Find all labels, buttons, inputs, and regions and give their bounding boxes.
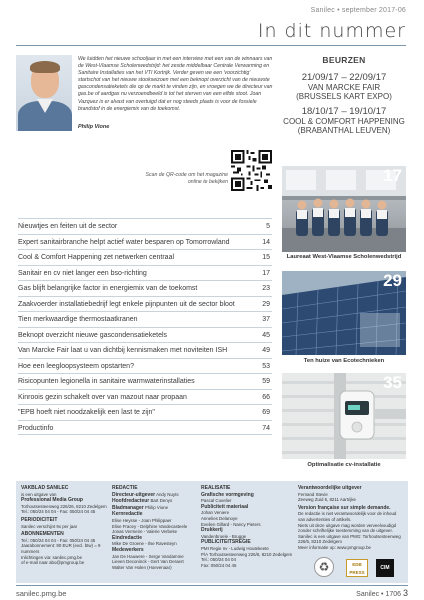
colophon-legal [298,486,404,551]
page-number [356,588,408,598]
page-number-value: 3 [402,588,408,598]
toc-title: Kinroois gezin schakelt over van mazout naar propaan [18,393,187,401]
colophon-line: Tel.: 050/24 04 04 [201,557,236,563]
toc-page: 15 [262,254,270,261]
toc-title: Sanitair en cv niet langer een bso-richting [18,269,147,277]
toc-page: 53 [262,362,270,370]
trade-fair-agenda [282,55,406,141]
page-title: In dit nummer [257,20,406,42]
toc-item[interactable] [18,327,272,343]
colophon-line: Walter Van Holen (Hoevenaar) [112,564,172,570]
toc-title: Nieuwtjes en feiten uit de sector [18,223,118,230]
photo-caption: Ten huize van Ecotechnieken [303,358,385,364]
toc-title: Tien merkwaardige thermostaatkranen [18,316,138,323]
colophon-line[interactable]: Meer informatie op: www.pmgroup.be [298,544,371,550]
qr-note: Scan de QR-code om het magazine online te bekijken [145,172,228,185]
editor-portrait [16,55,72,131]
colophon-heading: ABONNEMENTEN [21,531,64,538]
event-name: COOL & COMFORT HAPPENING [283,117,405,126]
toc-item[interactable] [18,311,272,327]
colophon-role: Bladmanager [112,504,144,511]
toc-item[interactable] [18,249,272,265]
colophon-role: PUBLICITEITSREGIE [201,539,251,546]
editor-signature: Philip Vione [78,124,110,130]
toc-title: Beknopt overzicht nieuwe gascondensatieketels [18,331,168,339]
colophon-heading: Version française sur simple demande. [298,504,391,511]
event-dates: 18/10/17 – 19/10/17 [301,106,387,117]
colophon-production [201,486,293,568]
toc-title: Gas blijft belangrijke factor in energiemix van de toekomst [18,285,198,292]
colophon-role: Medewerkers [112,546,144,553]
colophon-line: Lieven Deconinck - Gert Van Deraert [112,559,184,565]
event-place: (BRABANTHAL LEUVEN) [297,126,391,135]
colophon-line: Pascal Cuvelier [201,498,232,504]
agenda-event [282,107,406,135]
colophon-line: Zeeweg Zuid 5, 8211 Aartrijke [298,497,357,503]
photo-caption: Optimalisatie cv-installatie [307,462,381,468]
colophon-line: Elise Fracey - Delphine Vandecasteele [112,523,188,529]
colophon-heading: PERIODICITEIT [21,516,58,523]
toc-title: Risicopunten legionella in sanitaire warmwaterinstallaties [18,378,195,385]
colophon-person: Philip Vione [144,504,169,510]
qr-code-icon[interactable] [231,150,272,191]
colophon-line: Tel.: 050/24 04 04 - Fax: 050/24 04 45 [21,537,96,543]
colophon-line: Johan Veniere [201,510,230,516]
toc-item[interactable] [18,265,272,281]
toc-page: 5 [266,223,270,230]
colophon-line[interactable]: of e-mail naar abo@pmgroup.be [21,560,85,566]
event-place: (BRUSSELS KART EXPO) [296,92,392,101]
colophon-line: Jan De Hauwere - Serge Vandamme [112,553,184,559]
toc-title: Zaakvoerder installatiebedrijf legt enkele pijnpunten uit de sector bloot [18,300,235,308]
toc-title: Expert sanitairbranche helpt actief water besparen op Tomorrowland [18,238,230,246]
colophon-person: Andy Nuyts [156,491,179,497]
toc-item[interactable] [18,234,272,250]
toc-title: Hoe een leegloopsysteem opstarten? [18,362,134,370]
colophon-line: Elise Heysse - Joan Philippaer [112,517,172,523]
colophon-publisher [21,486,109,566]
colophon-line: Sanilec verschijnt 9x per jaar [21,523,78,529]
publisher-phone: Tel.: 050/24 04 04 - Fax: 050/24 04 45 [21,509,96,515]
title-divider [16,45,406,46]
photo-page-number: 17 [383,166,402,185]
colophon-role: Publiciteit materiaal [201,503,249,510]
toc-page: 29 [262,300,270,308]
issue-meta: Sanilec • september 2017-06 [310,7,406,14]
colophon [16,481,408,583]
colophon-heading: REDACTIE [112,485,138,491]
colophon-line: Fernand Stevie [298,491,328,497]
colophon-role: Kernredactie [112,511,143,518]
colophon-line: Niets uit deze uitgave mag worden verveelvoudigd zonder schriftelijke toestemming van de uitgever. [298,522,397,534]
publisher-address: Torhoutsesteenweg 226/26, 8210 Zedelgem [21,503,107,509]
toc-item[interactable] [18,218,272,234]
agenda-heading: BEURZEN [322,55,366,65]
colophon-line: Jaarabonnement: 90 EUR (excl. btw) = 9 nummers [21,543,101,554]
colophon-line: De redactie is niet verantwoordelijk voor de inhoud van advertenties of artikels. [298,511,397,522]
colophon-heading: Verantwoordelijke uitgever [298,485,362,491]
toc-page: 23 [262,285,270,292]
colophon-line: Jonas Vermeire - Valerie Verbeke [112,529,178,535]
agenda-event [282,73,406,101]
photo-page-number: 29 [383,271,402,290]
editorial-intro: We luidden het nieuwe schooljaar in met een interview met een van de winnaars van de West-Vlaamse Scholenwedstrijd: het zesde middelbaar Centrale Verwarming en Sanitaire Installaties van het VTI Kortrijk. Verder geven we een 'voorzichtig' startschot van het nieuwe stookseizoen met een beknopt overzicht van de nieuwste gascondensatieketels die op de markt te vinden zijn, en vroegen we de directeur van gas.be of aardgas nu verzoendbeeld is tot het sterven van een elfde stoot. Joan Vazquez is er alvast van overtuigd dat er nog steeds plaats is voor de fossiele brandstof in de energiemix van de toekomst. [78,56,273,112]
bottom-divider [16,585,408,586]
toc-item[interactable] [18,358,272,374]
colophon-heading: VAKBLAD SANILEC [21,485,69,491]
toc-page: 59 [262,378,270,385]
colophon-line: Vandenbroele - Brugge [201,533,247,539]
colophon-line: Annelies Delanoye [201,515,238,521]
website-link[interactable]: sanilec.pmg.be [16,589,67,598]
toc-page: 69 [262,409,270,416]
colophon-editorial [112,486,198,570]
cim-logo: CIM [376,559,394,577]
colophon-line: Sanilec is een uitgave van PMG: Torhoutsesteenweg 226/5, 8210 Zedelgem [298,533,401,545]
photo-students[interactable] [282,166,406,252]
toc-item[interactable] [18,420,272,436]
toc-item[interactable] [18,342,272,358]
colophon-line: Fax: 050/24 04 45 [201,562,237,568]
edb-press-logo: EDB PRESS [346,559,368,577]
toc-page: 74 [262,424,270,432]
colophon-line[interactable]: Inlichtingen via: sanilec.pmg.be [21,554,83,560]
colophon-line: P/A Torhoutsesteenweg 226/6, 8210 Zedelgem [201,551,293,557]
toc-title: "EPB hoeft niet noodzakelijk een last te zijn" [18,409,155,416]
toc-page: 66 [262,393,270,401]
toc-item[interactable] [18,296,272,312]
colophon-heading: REALISATIE [201,485,231,491]
colophon-line: PMI Regie nv - Ludwig Houtekeete [201,545,269,551]
photo-thermostat[interactable] [282,373,406,459]
colophon-line: is een uitgave van [21,491,57,497]
photo-page-number: 35 [383,373,402,392]
colophon-line: Evelien Gillard - Nancy Pieters [201,521,261,527]
colophon-person: Bart Denys [150,498,173,504]
colophon-role: Eindredactie [112,534,143,541]
toc-item[interactable] [18,404,272,420]
toc-page: 49 [262,347,270,354]
colophon-line: Mike De Groene - Ilse Ravesteyn [112,541,177,547]
toc-title: Van Marcke Fair laat u van dichtbij kennismaken met noviteiten ISH [18,347,228,354]
colophon-role: Drukkerij [201,527,223,534]
toc-page: 17 [262,269,270,277]
toc-item[interactable] [18,389,272,405]
recycle-logo-icon: ♻ [314,557,334,577]
toc-title: Productinfo [18,424,54,432]
colophon-role: Grafische vormgeving [201,491,254,498]
publisher-name: Professional Media Group [21,497,83,504]
toc-page: 37 [262,316,270,323]
colophon-role: Directeur-uitgever [112,491,156,498]
toc-page: 45 [262,331,270,339]
issue-label: Sanilec • 1706 [356,591,402,598]
photo-solar-panels[interactable] [282,271,406,355]
event-dates: 21/09/17 – 22/09/17 [301,72,387,83]
toc-title: Cool & Comfort Happening zet netwerken centraal [18,254,175,261]
toc-item[interactable] [18,280,272,296]
toc-item[interactable] [18,373,272,389]
event-name: VAN MARCKE FAIR [307,83,381,92]
toc-page: 14 [262,238,270,246]
photo-caption: Laureaat West-Vlaamse Scholenwedstrijd [286,254,402,260]
colophon-role: Hoofdredacteur [112,498,150,505]
